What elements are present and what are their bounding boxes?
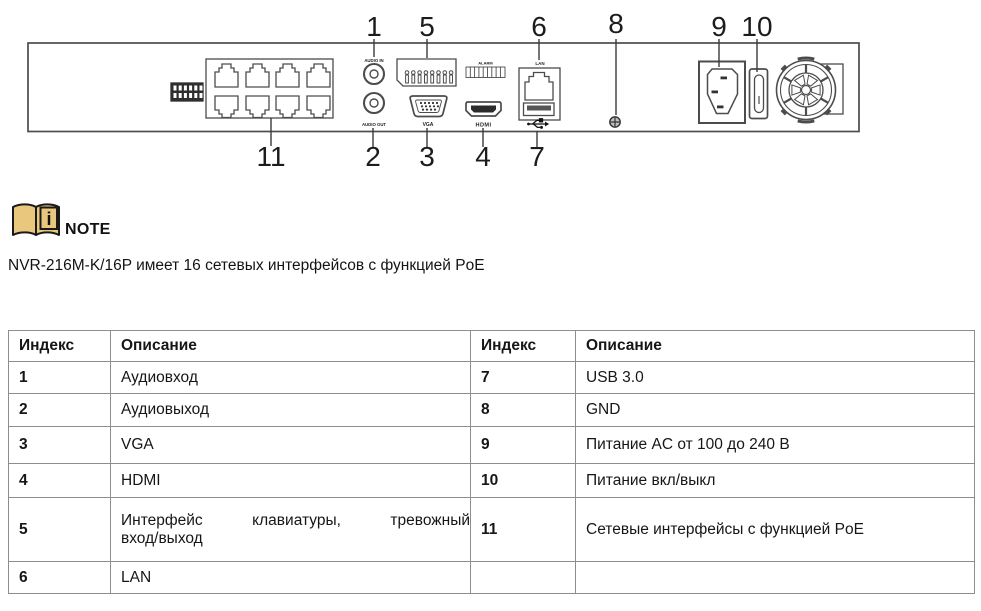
dip-switch-block: [171, 83, 203, 101]
table-header-row: [9, 331, 975, 362]
note-book-icon: [10, 202, 62, 242]
index-cell: 7: [471, 362, 576, 394]
table-row: [9, 362, 975, 394]
index-cell: [471, 562, 576, 594]
desc-cell: Питание AC от 100 до 240 В: [576, 427, 975, 464]
note-icon-letter: i: [46, 209, 52, 229]
alarm-terminal-strip: [466, 67, 505, 78]
table-row: [9, 394, 975, 427]
header-desc-left: Описание: [111, 331, 471, 362]
hdmi-connector: [466, 102, 501, 116]
gnd-screw: [610, 117, 620, 127]
keyboard-terminal-block: [397, 59, 456, 86]
index-cell: 1: [9, 362, 111, 394]
audio-in-jack: [364, 64, 384, 84]
desc-cell: LAN: [111, 562, 471, 594]
callout-8: 8: [608, 8, 624, 39]
audio-in-label: AUDIO IN: [364, 58, 384, 63]
desc-line-2: вход/выход: [121, 529, 203, 547]
note-title: NOTE: [65, 221, 111, 238]
lan-port: [525, 73, 553, 101]
description-table: [8, 330, 975, 594]
rear-panel-diagram: [0, 0, 981, 180]
note-text: NVR-216M-K/16P имеет 16 сетевых интерфейсов с функцией PoE: [8, 257, 485, 274]
note-header: [10, 202, 111, 242]
index-cell: 5: [9, 498, 111, 562]
chassis-outline: [28, 43, 859, 132]
table-row: [9, 562, 975, 594]
power-switch: [750, 69, 768, 119]
index-cell: 3: [9, 427, 111, 464]
index-cell: 2: [9, 394, 111, 427]
desc-cell: Питание вкл/выкл: [576, 464, 975, 498]
desc-cell: Аудиовход: [111, 362, 471, 394]
table-row: [9, 464, 975, 498]
header-index-left: Индекс: [9, 331, 111, 362]
table-row: [9, 427, 975, 464]
vga-connector: [410, 96, 447, 117]
desc-cell: HDMI: [111, 464, 471, 498]
desc-cell: USB 3.0: [576, 362, 975, 394]
audio-out-label: AUDIO OUT: [361, 122, 387, 127]
callout-7: 7: [529, 141, 545, 172]
lan-label: LAN: [535, 61, 545, 66]
index-cell: 4: [9, 464, 111, 498]
callout-9: 9: [711, 11, 727, 42]
index-cell: 6: [9, 562, 111, 594]
index-cell: 9: [471, 427, 576, 464]
index-cell: 11: [471, 498, 576, 562]
desc-cell: Аудиовыход: [111, 394, 471, 427]
index-cell: 10: [471, 464, 576, 498]
callout-1: 1: [366, 11, 382, 42]
callout-3: 3: [419, 141, 435, 172]
callout-4: 4: [475, 141, 491, 172]
callout-10: 10: [741, 11, 773, 42]
power-inlet: [699, 62, 745, 124]
desc-cell: GND: [576, 394, 975, 427]
poe-ports-block: [206, 59, 333, 118]
callout-2: 2: [365, 141, 381, 172]
fan: [777, 58, 844, 122]
desc-cell: Сетевые интерфейсы с функцией PoE: [576, 498, 975, 562]
callout-6: 6: [531, 11, 547, 42]
desc-cell: [576, 562, 975, 594]
hdmi-label: HDMI: [475, 122, 492, 129]
table-row: [9, 498, 975, 562]
alarm-label: ALARM: [478, 60, 493, 66]
header-desc-right: Описание: [576, 331, 975, 362]
lan-usb-combo: [519, 68, 560, 120]
callout-5: 5: [419, 11, 435, 42]
audio-out-jack: [364, 93, 384, 113]
header-index-right: Индекс: [471, 331, 576, 362]
desc-cell: [111, 498, 471, 562]
vga-label: VGA: [422, 122, 434, 128]
desc-line-1: Интерфейс клавиатуры, тревожный: [121, 511, 470, 529]
callout-11: 11: [256, 141, 286, 172]
index-cell: 8: [471, 394, 576, 427]
desc-cell: VGA: [111, 427, 471, 464]
